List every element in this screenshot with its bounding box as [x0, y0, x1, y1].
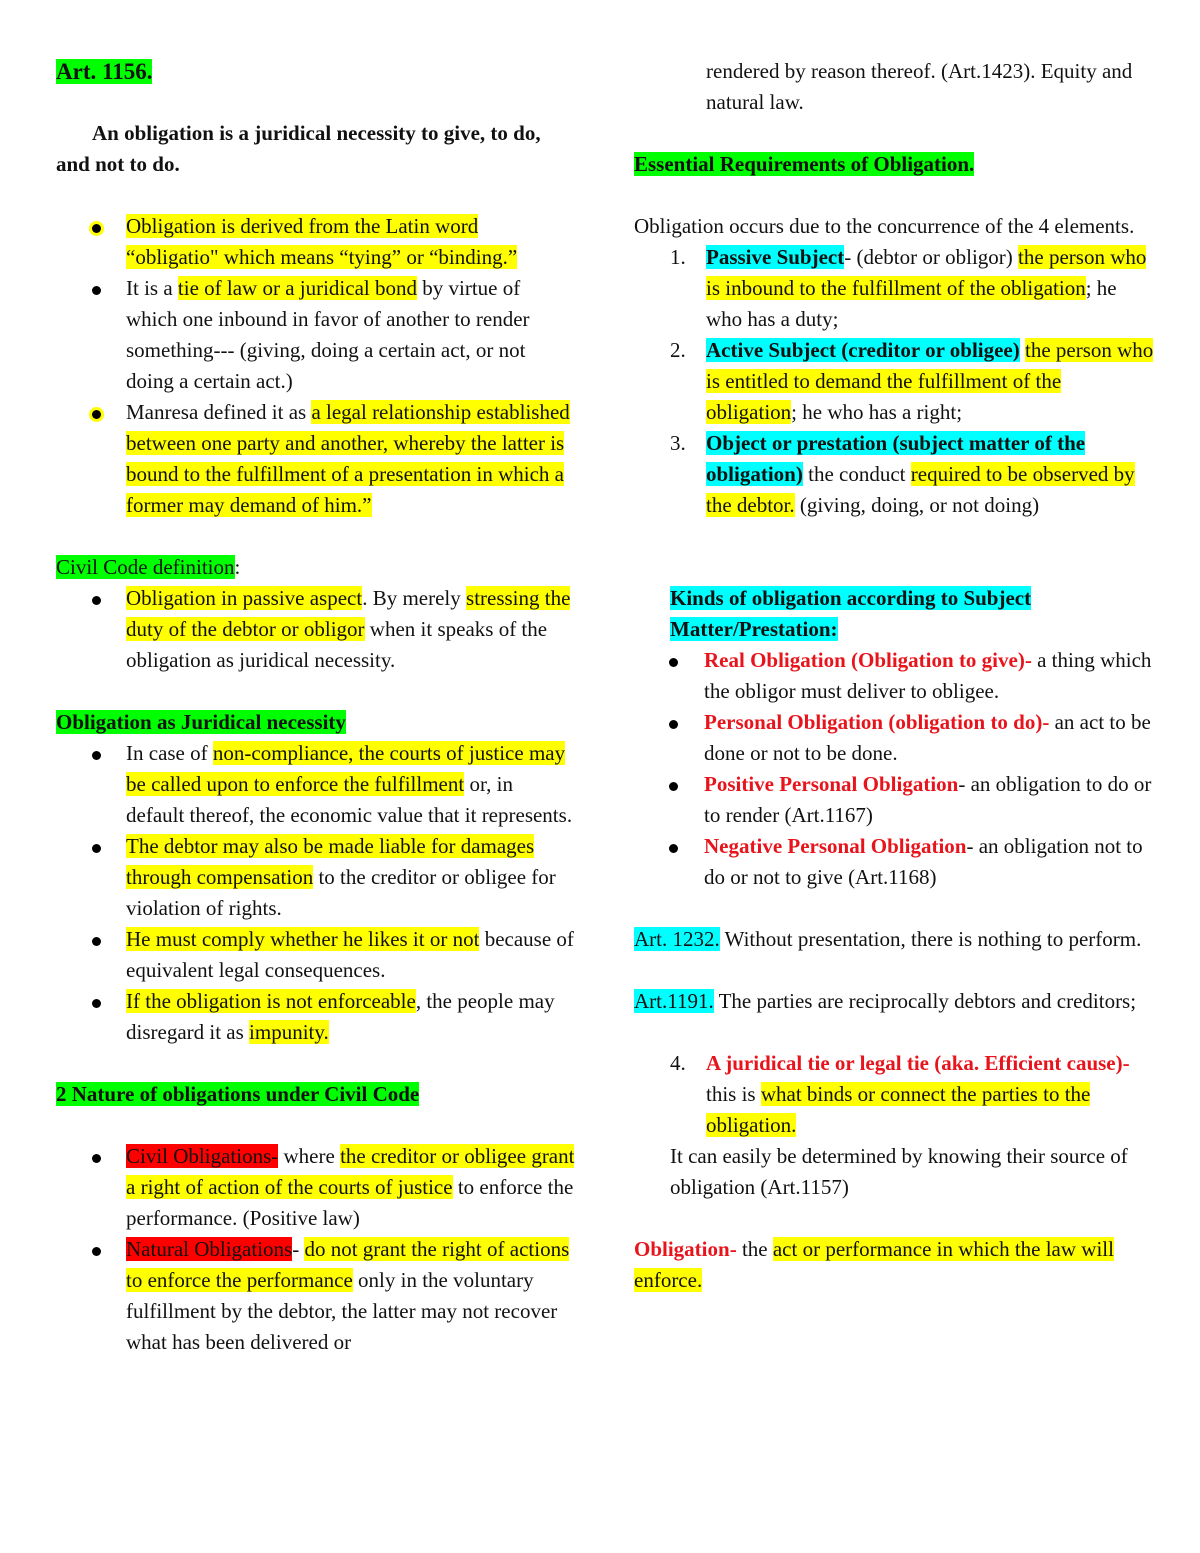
list-item: Natural Obligations- do not grant the right of actions to enforce the performance only in the voluntary fulfillment by the debtor, the latter may not recover what has been delivered or — [56, 1234, 576, 1358]
list-item: The debtor may also be made liable for damages through compensation to the creditor or obligee for violation of rights. — [56, 831, 576, 924]
list-item: Manresa defined it as a legal relationship established between one party and another, whereby the latter is bound to the fulfillment of a presentation in which a former may demand of him.” — [56, 397, 576, 521]
list-item: 1. Passive Subject- (debtor or obligor) the person who is inbound to the fulfillment of the obligation; he who has a duty; — [670, 245, 1147, 331]
bullet-icon — [669, 782, 678, 791]
nature-heading: 2 Nature of obligations under Civil Code — [56, 1082, 420, 1106]
continued-text: rendered by reason thereof. (Art.1423). Equity and natural law. — [706, 59, 1133, 114]
list-item: Positive Personal Obligation- an obligation to do or to render (Art.1167) — [634, 769, 1154, 831]
article-title: Art. 1156. — [56, 59, 153, 84]
list-item: 3. Object or prestation (subject matter of the obligation) the conduct required to be observed by the debtor. (giving, doing, or not doing) — [670, 431, 1135, 517]
nature-list — [56, 1141, 576, 1358]
right-column — [634, 56, 1154, 1296]
civil-code-heading: Civil Code definition: — [56, 555, 241, 579]
bullet-icon — [92, 286, 101, 295]
bullet-icon — [92, 1247, 101, 1256]
kinds-list — [634, 645, 1154, 893]
bullet-icon — [669, 658, 678, 667]
bullet-icon — [92, 224, 101, 233]
list-item: Negative Personal Obligation- an obligation not to do or not to give (Art.1168) — [634, 831, 1154, 893]
list-item: If the obligation is not enforceable, the people may disregard it as impunity. — [56, 986, 576, 1048]
obligation-definition: Obligation- the act or performance in which the law will enforce. — [634, 1237, 1114, 1292]
list-item: Civil Obligations- where the creditor or obligee grant a right of action of the courts of justice to enforce the performance. (Positive law) — [56, 1141, 576, 1234]
bullet-icon — [92, 844, 101, 853]
civil-code-list — [56, 583, 576, 676]
definition-intro: An obligation is a juridical necessity to give, to do, and not to do. — [56, 121, 541, 176]
kinds-heading: Kinds of obligation according to Subject Matter/Prestation: — [670, 586, 1032, 641]
list-item: 2. Active Subject (creditor or obligee) the person who is entitled to demand the fulfillment of the obligation; he who has a right; — [670, 338, 1154, 424]
source-note: It can easily be determined by knowing their source of obligation (Art.1157) — [670, 1144, 1128, 1199]
bullet-icon — [92, 596, 101, 605]
juridical-necessity-heading: Obligation as Juridical necessity — [56, 710, 346, 734]
list-item: It is a tie of law or a juridical bond by virtue of which one inbound in favor of another to render something--- (giving, doing a certain act, or not doing a certain act.) — [56, 273, 576, 397]
juridical-necessity-list — [56, 738, 576, 1048]
list-item: Obligation is derived from the Latin word “obligatio" which means “tying” or “binding.” — [56, 211, 576, 273]
list-item: Personal Obligation (obligation to do)- an act to be done or not to be done. — [634, 707, 1154, 769]
bullet-icon — [669, 720, 678, 729]
list-item: Obligation in passive aspect. By merely stressing the duty of the debtor or obligor when it speaks of the obligation as juridical necessity. — [56, 583, 576, 676]
essential-requirements-heading: Essential Requirements of Obligation. — [634, 152, 975, 176]
bullet-icon — [669, 844, 678, 853]
list-item: In case of non-compliance, the courts of justice may be called upon to enforce the fulfillment or, in default thereof, the economic value that it represents. — [56, 738, 576, 831]
art-1191-paragraph: Art.1191. The parties are reciprocally debtors and creditors; — [634, 989, 1137, 1013]
left-column — [56, 56, 576, 1358]
bullet-icon — [92, 1154, 101, 1163]
elements-list — [634, 242, 1154, 521]
bullet-icon — [92, 937, 101, 946]
list-item: Real Obligation (Obligation to give)- a thing which the obligor must deliver to obligee. — [634, 645, 1154, 707]
bullet-icon — [92, 751, 101, 760]
bullet-icon — [92, 999, 101, 1008]
list-item: He must comply whether he likes it or not because of equivalent legal consequences. — [56, 924, 576, 986]
etymology-list — [56, 211, 576, 521]
element-four-list — [634, 1048, 1154, 1141]
bullet-icon — [92, 410, 101, 419]
elements-intro: Obligation occurs due to the concurrence of the 4 elements. — [634, 214, 1135, 238]
art-1232-paragraph: Art. 1232. Without presentation, there is nothing to perform. — [634, 927, 1142, 951]
list-item: 4. A juridical tie or legal tie (aka. Efficient cause)- this is what binds or connect the parties to the obligation. — [670, 1051, 1130, 1137]
